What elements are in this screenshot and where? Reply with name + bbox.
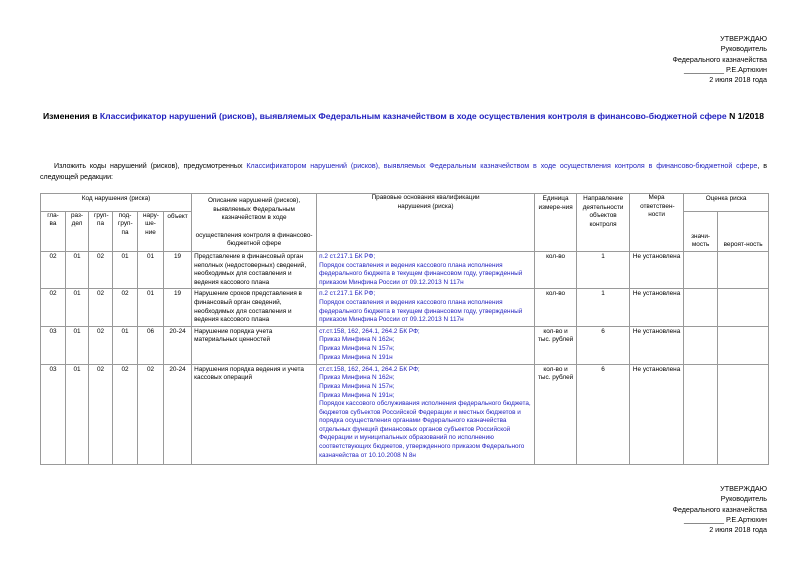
approval-position: Руководитель [720, 494, 767, 504]
cell-obekt: 19 [164, 251, 192, 288]
approval-organization: Федерального казначейства [672, 504, 767, 514]
legal-basis-link[interactable]: Порядок кассового обслуживания исполнения федерального бюджета, бюджетов субъектов Российской Федерации и местных бюджетов и порядка осуществления органами Федерального казначейства отдельных функций финансовых органов субъектов Российской Федерации и муниципальных образований по исполнению соответствующих бюджетов, утвержденного приказом Федерального казначейства от 10.10.2008 N 8н [319, 400, 531, 459]
cell-direction: 1 [577, 251, 630, 288]
legal-basis-link[interactable]: Порядок составления и ведения кассового плана исполнения федерального бюджета в текущем финансовом году, утвержденный приказом Минфина России от 09.12.2013 N 117н [319, 298, 523, 324]
cell-podgruppa: 02 [113, 364, 138, 464]
header-direction: Направление деятельности объектов контроля [577, 194, 630, 252]
title-classifier-link[interactable]: Классификатор нарушений (рисков), выявляемых Федеральным казначейством в ходе осуществления контроля в финансово-бюджетной сфере [99, 111, 727, 121]
approval-date: 2 июля 2018 года [709, 525, 767, 535]
header-measure: Мера ответствен-ности [630, 194, 684, 252]
cell-measure: Не установлена [630, 289, 684, 326]
cell-unit: кол-во [535, 251, 577, 288]
cell-glava: 02 [41, 289, 66, 326]
cell-direction: 1 [577, 289, 630, 326]
legal-basis-link[interactable]: Приказ Минфина N 191н; [319, 391, 395, 399]
cell-glava: 03 [41, 326, 66, 364]
legal-basis-link[interactable]: ст.ст.158, 162, 264.1, 264.2 БК РФ; [319, 327, 420, 335]
cell-narushenie: 01 [138, 251, 164, 288]
header-significance: значи-мость [684, 211, 718, 251]
approval-organization: Федерального казначейства [672, 54, 767, 64]
cell-razdel: 01 [66, 289, 89, 326]
approval-position: Руководитель [720, 44, 767, 54]
cell-obekt: 19 [164, 289, 192, 326]
approval-block-bottom [672, 484, 767, 535]
header-risk-assessment: Оценка риска [684, 194, 769, 212]
cell-description: Представление в финансовый орган неполных (недостоверных) сведений, необходимых для составления и ведения кассового плана [192, 251, 317, 288]
intro-classifier-link[interactable]: Классификатором нарушений (рисков), выявляемых Федеральным казначейством в ходе осуществления контроля в финансово-бюджетной сфере [246, 162, 758, 170]
cell-podgruppa: 02 [113, 289, 138, 326]
cell-description: Нарушение порядка учета материальных ценностей [192, 326, 317, 364]
cell-podgruppa: 01 [113, 326, 138, 364]
cell-legal-basis [317, 289, 535, 326]
header-legal-basis: Правовые основания квалификации нарушения (риска) [317, 194, 535, 252]
table-row [41, 251, 769, 288]
intro-suffix: , в следующей редакции: [40, 162, 767, 181]
legal-basis-link[interactable]: Приказ Минфина N 162н; [319, 336, 395, 344]
legal-basis-link[interactable]: Приказ Минфина N 191н [319, 353, 393, 361]
table-row [41, 289, 769, 326]
cell-description: Нарушение сроков представления в финансовый орган сведений, необходимых для составления и ведения кассового плана [192, 289, 317, 326]
cell-description: Нарушения порядка ведения и учета кассовых операций [192, 364, 317, 464]
header-glava: гла-ва [41, 211, 66, 251]
cell-narushenie: 02 [138, 364, 164, 464]
cell-gruppa: 02 [89, 251, 113, 288]
approval-label: УТВЕРЖДАЮ [720, 34, 767, 43]
approval-date: 2 июля 2018 года [709, 75, 767, 85]
header-podgruppa: под-груп-па [113, 211, 138, 251]
cell-gruppa: 02 [89, 289, 113, 326]
cell-probability [718, 364, 769, 464]
cell-legal-basis [317, 326, 535, 364]
cell-unit: кол-во [535, 289, 577, 326]
cell-glava: 03 [41, 364, 66, 464]
cell-podgruppa: 01 [113, 251, 138, 288]
table-header-row-1 [41, 194, 769, 212]
header-gruppa: груп-па [89, 211, 113, 251]
legal-basis-link[interactable]: ст.ст.158, 162, 264.1, 264.2 БК РФ; [319, 365, 420, 373]
document-title [40, 111, 767, 123]
cell-legal-basis [317, 364, 535, 464]
cell-legal-basis [317, 251, 535, 288]
legal-basis-link[interactable]: п.2 ст.217.1 БК РФ; [319, 252, 376, 260]
header-description [192, 194, 317, 252]
header-description-top: Описание нарушений (рисков), выявляемых Федеральным казначейством в ходе [207, 197, 301, 222]
cell-narushenie: 01 [138, 289, 164, 326]
cell-razdel: 01 [66, 364, 89, 464]
violations-table [40, 193, 769, 465]
header-narushenie: нару-ше-ние [138, 211, 164, 251]
header-unit: Единица измере-ния [535, 194, 577, 252]
header-probability: вероят-ность [718, 211, 769, 251]
cell-razdel: 01 [66, 251, 89, 288]
cell-measure: Не установлена [630, 251, 684, 288]
cell-significance [684, 326, 718, 364]
legal-basis-link[interactable]: Приказ Минфина N 162н; [319, 374, 395, 382]
cell-gruppa: 02 [89, 364, 113, 464]
legal-basis-link[interactable]: Приказ Минфина N 157н; [319, 344, 395, 352]
cell-glava: 02 [41, 251, 66, 288]
cell-probability [718, 289, 769, 326]
cell-razdel: 01 [66, 326, 89, 364]
cell-obekt: 20-24 [164, 364, 192, 464]
header-obekt: объект [164, 211, 192, 251]
title-suffix: N 1/2018 [726, 111, 764, 121]
title-prefix: Изменения в [42, 111, 100, 121]
cell-significance [684, 289, 718, 326]
approval-label: УТВЕРЖДАЮ [720, 484, 767, 493]
cell-unit: кол-во и тыс. рублей [535, 364, 577, 464]
cell-probability [718, 326, 769, 364]
cell-significance [684, 364, 718, 464]
table-row [41, 364, 769, 464]
table-row [41, 326, 769, 364]
approval-block-top [672, 34, 767, 85]
intro-paragraph [40, 161, 767, 182]
intro-prefix: Изложить коды нарушений (рисков), предусмотренных [54, 162, 247, 170]
cell-obekt: 20-24 [164, 326, 192, 364]
cell-narushenie: 06 [138, 326, 164, 364]
cell-direction: 6 [577, 364, 630, 464]
cell-direction: 6 [577, 326, 630, 364]
header-description-bottom: осуществления контроля в финансово-бюджетной сфере [195, 231, 313, 248]
approval-signature: __________ Р.Е.Артюхин [683, 514, 767, 524]
legal-basis-link[interactable]: Приказ Минфина N 157н; [319, 382, 395, 390]
cell-significance [684, 251, 718, 288]
cell-unit: кол-во и тыс. рублей [535, 326, 577, 364]
header-razdel: раз-дел [66, 211, 89, 251]
legal-basis-link[interactable]: п.2 ст.217.1 БК РФ; [319, 290, 376, 298]
cell-gruppa: 02 [89, 326, 113, 364]
header-code-group: Код нарушения (риска) [41, 194, 192, 212]
cell-probability [718, 251, 769, 288]
cell-measure: Не установлена [630, 326, 684, 364]
approval-signature: __________ Р.Е.Артюхин [683, 64, 767, 74]
legal-basis-link[interactable]: Порядок составления и ведения кассового плана исполнения федерального бюджета в текущем финансовом году, утвержденный приказом Минфина России от 09.12.2013 N 117н [319, 261, 523, 286]
cell-measure: Не установлена [630, 364, 684, 464]
